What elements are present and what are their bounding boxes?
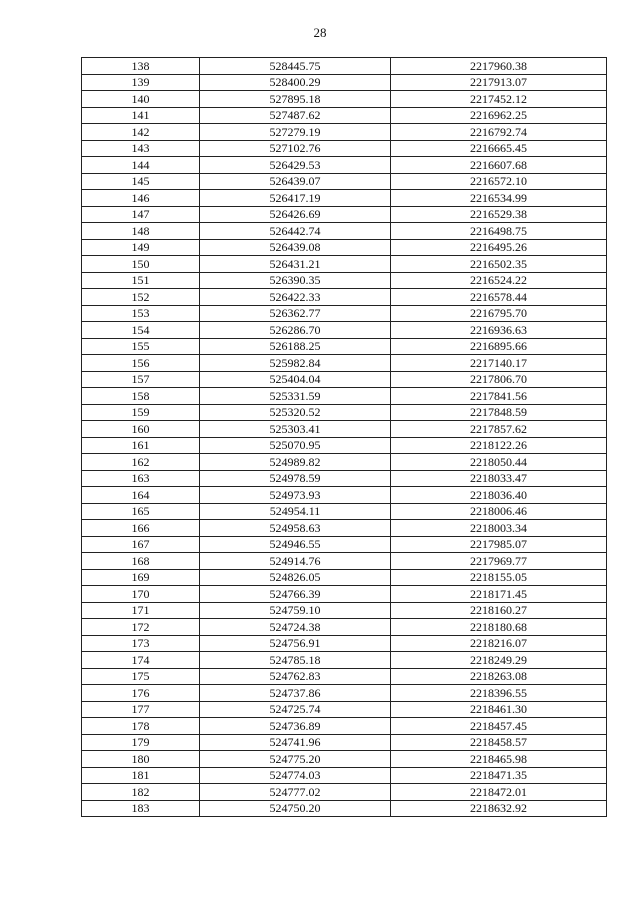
coordinates-table-body xyxy=(82,58,607,817)
x-coordinate-cell: 526426.69 xyxy=(200,206,391,223)
y-coordinate-cell: 2216792.74 xyxy=(391,124,607,141)
y-coordinate-cell: 2218472.01 xyxy=(391,784,607,801)
x-coordinate-cell: 526422.33 xyxy=(200,289,391,306)
table-row xyxy=(82,404,607,421)
y-coordinate-cell: 2216607.68 xyxy=(391,157,607,174)
y-coordinate-cell: 2218457.45 xyxy=(391,718,607,735)
table-row xyxy=(82,586,607,603)
x-coordinate-cell: 524978.59 xyxy=(200,470,391,487)
y-coordinate-cell: 2216895.66 xyxy=(391,338,607,355)
table-row xyxy=(82,470,607,487)
y-coordinate-cell: 2216665.45 xyxy=(391,140,607,157)
table-row xyxy=(82,619,607,636)
y-coordinate-cell: 2216502.35 xyxy=(391,256,607,273)
x-coordinate-cell: 524774.03 xyxy=(200,767,391,784)
y-coordinate-cell: 2218396.55 xyxy=(391,685,607,702)
point-number-cell: 138 xyxy=(82,58,200,75)
table-row xyxy=(82,140,607,157)
point-number-cell: 139 xyxy=(82,74,200,91)
point-number-cell: 152 xyxy=(82,289,200,306)
point-number-cell: 170 xyxy=(82,586,200,603)
x-coordinate-cell: 524826.05 xyxy=(200,569,391,586)
table-row xyxy=(82,305,607,322)
table-row xyxy=(82,553,607,570)
point-number-cell: 156 xyxy=(82,355,200,372)
x-coordinate-cell: 524775.20 xyxy=(200,751,391,768)
x-coordinate-cell: 525331.59 xyxy=(200,388,391,405)
y-coordinate-cell: 2218471.35 xyxy=(391,767,607,784)
y-coordinate-cell: 2218003.34 xyxy=(391,520,607,537)
table-row xyxy=(82,206,607,223)
point-number-cell: 176 xyxy=(82,685,200,702)
table-row xyxy=(82,58,607,75)
point-number-cell: 163 xyxy=(82,470,200,487)
table-row xyxy=(82,388,607,405)
point-number-cell: 166 xyxy=(82,520,200,537)
point-number-cell: 160 xyxy=(82,421,200,438)
point-number-cell: 140 xyxy=(82,91,200,108)
x-coordinate-cell: 526417.19 xyxy=(200,190,391,207)
y-coordinate-cell: 2217848.59 xyxy=(391,404,607,421)
point-number-cell: 151 xyxy=(82,272,200,289)
coordinates-table xyxy=(81,57,607,817)
table-row xyxy=(82,718,607,735)
table-row xyxy=(82,668,607,685)
y-coordinate-cell: 2216495.26 xyxy=(391,239,607,256)
x-coordinate-cell: 526188.25 xyxy=(200,338,391,355)
y-coordinate-cell: 2218263.08 xyxy=(391,668,607,685)
x-coordinate-cell: 524954.11 xyxy=(200,503,391,520)
point-number-cell: 142 xyxy=(82,124,200,141)
point-number-cell: 169 xyxy=(82,569,200,586)
y-coordinate-cell: 2218033.47 xyxy=(391,470,607,487)
x-coordinate-cell: 524725.74 xyxy=(200,701,391,718)
x-coordinate-cell: 524759.10 xyxy=(200,602,391,619)
x-coordinate-cell: 524766.39 xyxy=(200,586,391,603)
table-row xyxy=(82,338,607,355)
x-coordinate-cell: 527895.18 xyxy=(200,91,391,108)
point-number-cell: 161 xyxy=(82,437,200,454)
table-row xyxy=(82,157,607,174)
table-row xyxy=(82,652,607,669)
x-coordinate-cell: 526429.53 xyxy=(200,157,391,174)
y-coordinate-cell: 2218155.05 xyxy=(391,569,607,586)
y-coordinate-cell: 2218160.27 xyxy=(391,602,607,619)
point-number-cell: 167 xyxy=(82,536,200,553)
y-coordinate-cell: 2216936.63 xyxy=(391,322,607,339)
table-row xyxy=(82,520,607,537)
y-coordinate-cell: 2216498.75 xyxy=(391,223,607,240)
point-number-cell: 141 xyxy=(82,107,200,124)
y-coordinate-cell: 2218180.68 xyxy=(391,619,607,636)
y-coordinate-cell: 2217913.07 xyxy=(391,74,607,91)
y-coordinate-cell: 2218461.30 xyxy=(391,701,607,718)
x-coordinate-cell: 524777.02 xyxy=(200,784,391,801)
point-number-cell: 181 xyxy=(82,767,200,784)
y-coordinate-cell: 2216578.44 xyxy=(391,289,607,306)
table-row xyxy=(82,536,607,553)
x-coordinate-cell: 524785.18 xyxy=(200,652,391,669)
table-row xyxy=(82,487,607,504)
y-coordinate-cell: 2217857.62 xyxy=(391,421,607,438)
y-coordinate-cell: 2218216.07 xyxy=(391,635,607,652)
table-row xyxy=(82,124,607,141)
table-row xyxy=(82,767,607,784)
y-coordinate-cell: 2216962.25 xyxy=(391,107,607,124)
point-number-cell: 171 xyxy=(82,602,200,619)
table-row xyxy=(82,437,607,454)
table-row xyxy=(82,190,607,207)
table-row xyxy=(82,602,607,619)
table-row xyxy=(82,74,607,91)
point-number-cell: 165 xyxy=(82,503,200,520)
x-coordinate-cell: 527279.19 xyxy=(200,124,391,141)
table-row xyxy=(82,355,607,372)
point-number-cell: 172 xyxy=(82,619,200,636)
point-number-cell: 180 xyxy=(82,751,200,768)
y-coordinate-cell: 2216534.99 xyxy=(391,190,607,207)
x-coordinate-cell: 528400.29 xyxy=(200,74,391,91)
point-number-cell: 162 xyxy=(82,454,200,471)
y-coordinate-cell: 2218036.40 xyxy=(391,487,607,504)
table-row xyxy=(82,173,607,190)
y-coordinate-cell: 2218171.45 xyxy=(391,586,607,603)
x-coordinate-cell: 524737.86 xyxy=(200,685,391,702)
table-row xyxy=(82,289,607,306)
y-coordinate-cell: 2217806.70 xyxy=(391,371,607,388)
x-coordinate-cell: 527102.76 xyxy=(200,140,391,157)
x-coordinate-cell: 524914.76 xyxy=(200,553,391,570)
point-number-cell: 159 xyxy=(82,404,200,421)
y-coordinate-cell: 2217960.38 xyxy=(391,58,607,75)
y-coordinate-cell: 2218249.29 xyxy=(391,652,607,669)
x-coordinate-cell: 526439.07 xyxy=(200,173,391,190)
x-coordinate-cell: 524762.83 xyxy=(200,668,391,685)
point-number-cell: 147 xyxy=(82,206,200,223)
x-coordinate-cell: 525404.04 xyxy=(200,371,391,388)
x-coordinate-cell: 524973.93 xyxy=(200,487,391,504)
point-number-cell: 174 xyxy=(82,652,200,669)
point-number-cell: 154 xyxy=(82,322,200,339)
table-row xyxy=(82,569,607,586)
x-coordinate-cell: 525303.41 xyxy=(200,421,391,438)
point-number-cell: 153 xyxy=(82,305,200,322)
table-row xyxy=(82,734,607,751)
y-coordinate-cell: 2217969.77 xyxy=(391,553,607,570)
table-row xyxy=(82,751,607,768)
x-coordinate-cell: 524750.20 xyxy=(200,800,391,817)
x-coordinate-cell: 525982.84 xyxy=(200,355,391,372)
x-coordinate-cell: 528445.75 xyxy=(200,58,391,75)
y-coordinate-cell: 2218006.46 xyxy=(391,503,607,520)
point-number-cell: 182 xyxy=(82,784,200,801)
x-coordinate-cell: 524741.96 xyxy=(200,734,391,751)
point-number-cell: 150 xyxy=(82,256,200,273)
x-coordinate-cell: 525320.52 xyxy=(200,404,391,421)
y-coordinate-cell: 2218050.44 xyxy=(391,454,607,471)
point-number-cell: 155 xyxy=(82,338,200,355)
point-number-cell: 179 xyxy=(82,734,200,751)
y-coordinate-cell: 2216572.10 xyxy=(391,173,607,190)
x-coordinate-cell: 526431.21 xyxy=(200,256,391,273)
table-row xyxy=(82,701,607,718)
table-row xyxy=(82,272,607,289)
y-coordinate-cell: 2218632.92 xyxy=(391,800,607,817)
table-row xyxy=(82,256,607,273)
table-row xyxy=(82,503,607,520)
point-number-cell: 143 xyxy=(82,140,200,157)
point-number-cell: 149 xyxy=(82,239,200,256)
x-coordinate-cell: 527487.62 xyxy=(200,107,391,124)
point-number-cell: 158 xyxy=(82,388,200,405)
point-number-cell: 178 xyxy=(82,718,200,735)
point-number-cell: 145 xyxy=(82,173,200,190)
x-coordinate-cell: 524756.91 xyxy=(200,635,391,652)
table-row xyxy=(82,421,607,438)
y-coordinate-cell: 2216529.38 xyxy=(391,206,607,223)
table-row xyxy=(82,635,607,652)
y-coordinate-cell: 2217452.12 xyxy=(391,91,607,108)
y-coordinate-cell: 2216795.70 xyxy=(391,305,607,322)
table-row xyxy=(82,239,607,256)
x-coordinate-cell: 526390.35 xyxy=(200,272,391,289)
x-coordinate-cell: 525070.95 xyxy=(200,437,391,454)
table-row xyxy=(82,685,607,702)
point-number-cell: 164 xyxy=(82,487,200,504)
table-row xyxy=(82,107,607,124)
x-coordinate-cell: 524946.55 xyxy=(200,536,391,553)
x-coordinate-cell: 524989.82 xyxy=(200,454,391,471)
x-coordinate-cell: 524724.38 xyxy=(200,619,391,636)
page-number: 28 xyxy=(313,25,327,40)
table-row xyxy=(82,223,607,240)
table-row xyxy=(82,91,607,108)
y-coordinate-cell: 2217985.07 xyxy=(391,536,607,553)
table-row xyxy=(82,454,607,471)
y-coordinate-cell: 2218122.26 xyxy=(391,437,607,454)
point-number-cell: 175 xyxy=(82,668,200,685)
y-coordinate-cell: 2218465.98 xyxy=(391,751,607,768)
point-number-cell: 148 xyxy=(82,223,200,240)
y-coordinate-cell: 2218458.57 xyxy=(391,734,607,751)
y-coordinate-cell: 2217841.56 xyxy=(391,388,607,405)
y-coordinate-cell: 2217140.17 xyxy=(391,355,607,372)
y-coordinate-cell: 2216524.22 xyxy=(391,272,607,289)
point-number-cell: 177 xyxy=(82,701,200,718)
x-coordinate-cell: 526286.70 xyxy=(200,322,391,339)
x-coordinate-cell: 526439.08 xyxy=(200,239,391,256)
point-number-cell: 157 xyxy=(82,371,200,388)
x-coordinate-cell: 526442.74 xyxy=(200,223,391,240)
x-coordinate-cell: 524736.89 xyxy=(200,718,391,735)
point-number-cell: 183 xyxy=(82,800,200,817)
point-number-cell: 146 xyxy=(82,190,200,207)
point-number-cell: 173 xyxy=(82,635,200,652)
table-row xyxy=(82,800,607,817)
table-row xyxy=(82,784,607,801)
x-coordinate-cell: 524958.63 xyxy=(200,520,391,537)
x-coordinate-cell: 526362.77 xyxy=(200,305,391,322)
table-row xyxy=(82,371,607,388)
table-row xyxy=(82,322,607,339)
point-number-cell: 168 xyxy=(82,553,200,570)
point-number-cell: 144 xyxy=(82,157,200,174)
